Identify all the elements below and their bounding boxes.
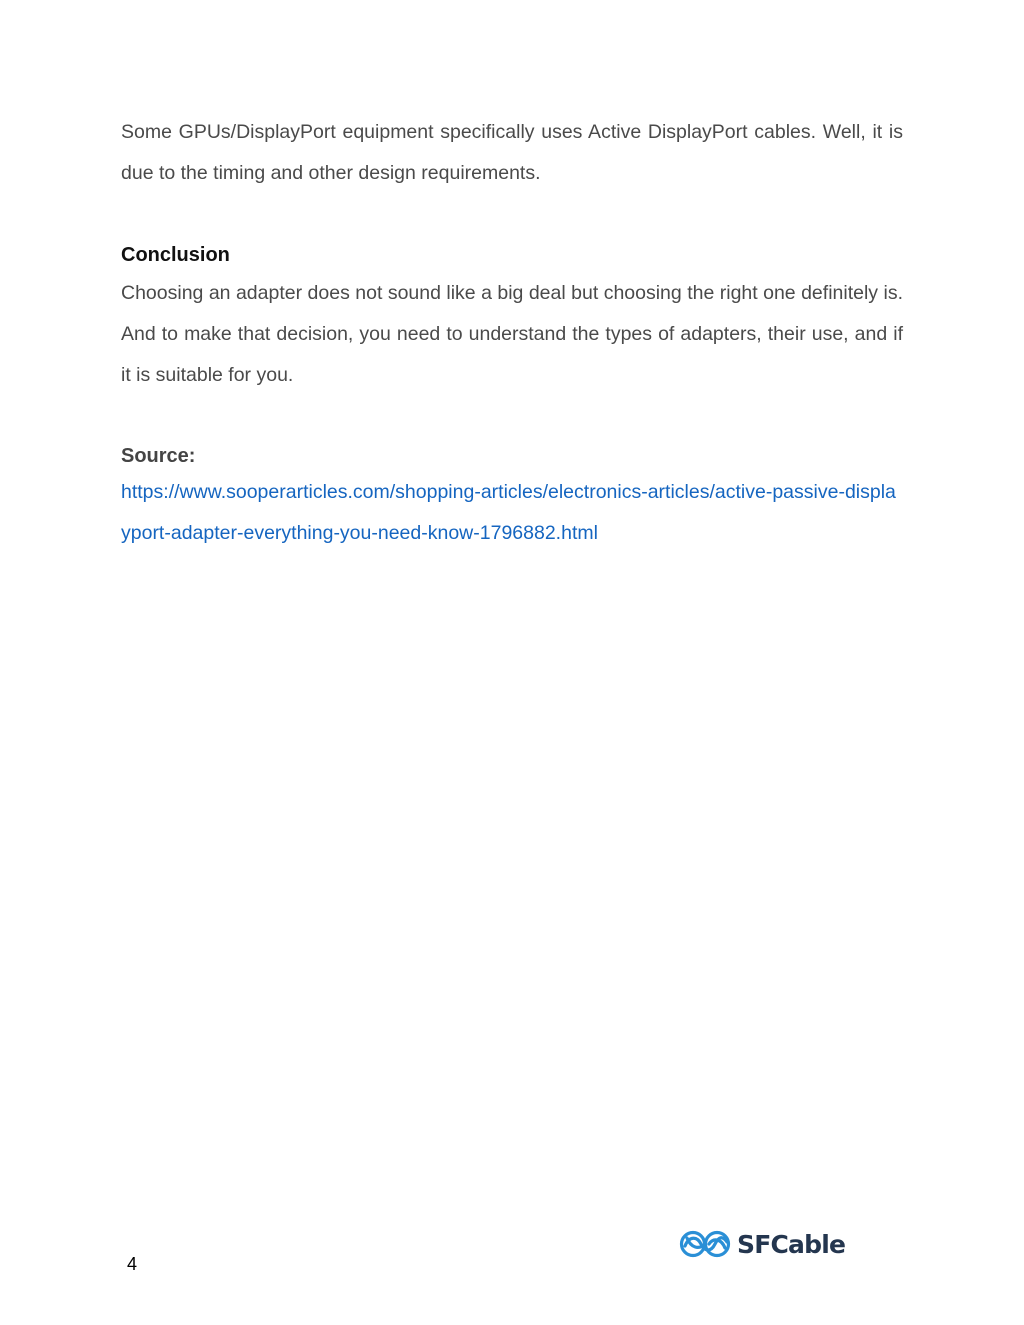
- source-link[interactable]: https://www.sooperarticles.com/shopping-articles/electronics-articles/active-passive-displayport-adapter-everything-you-need-know-1796882.html: [121, 481, 896, 544]
- cable-knot-logo-icon: [679, 1224, 735, 1264]
- conclusion-heading: Conclusion: [121, 244, 230, 266]
- sfcable-logo: [679, 1224, 845, 1264]
- intro-paragraph: Some GPUs/DisplayPort equipment specifically uses Active DisplayPort cables. Well, it is due to the timing and other design requirements.: [121, 121, 903, 184]
- source-heading: Source:: [121, 445, 196, 467]
- logo-wordmark: SFCable: [737, 1229, 846, 1259]
- page-number: 4: [127, 1254, 138, 1274]
- conclusion-paragraph: Choosing an adapter does not sound like a big deal but choosing the right one definitely is. And to make that decision, you need to understand the types of adapters, their use, and if it is suitable for you.: [121, 282, 903, 386]
- page-content: [121, 112, 903, 554]
